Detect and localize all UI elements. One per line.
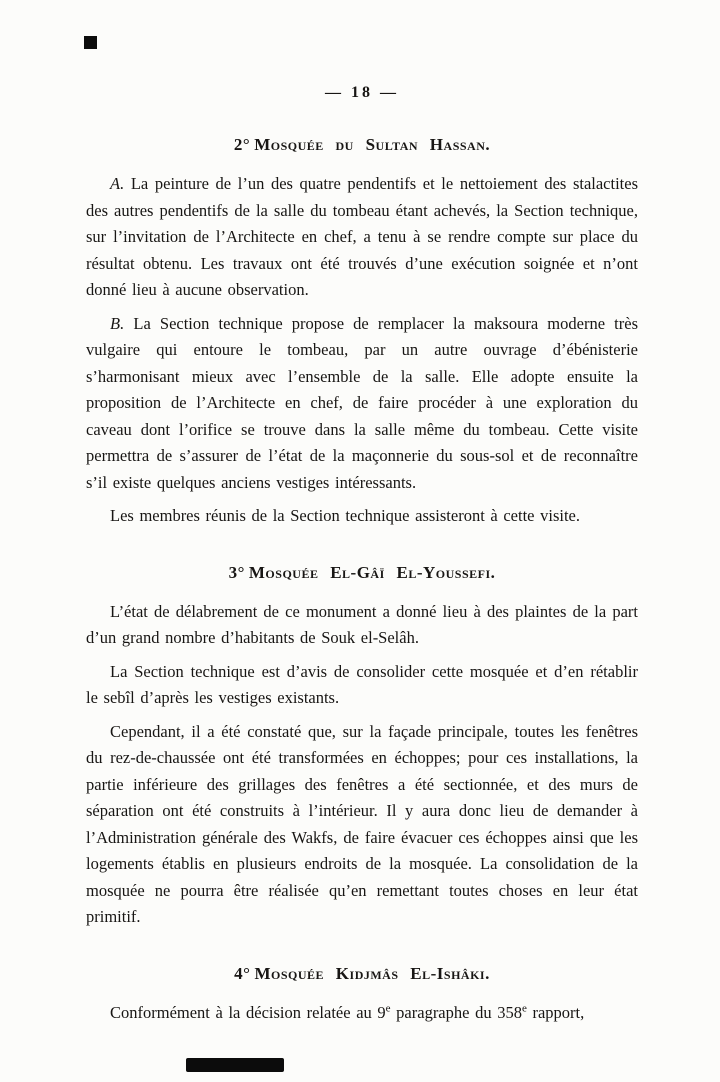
section-title: Mosquée du Sultan Hassan. (254, 135, 491, 154)
section-heading (86, 130, 638, 157)
paragraph-number: 358 (497, 1002, 522, 1022)
section-title: Mosquée El-Gâï El-Youssefi. (248, 562, 496, 582)
section-title: Mosquée Kidjmâs El-Ishâki. (254, 963, 490, 983)
section-heading (86, 558, 638, 585)
paragraph-text: Les membres réunis de la Section technique assisteront à cette visite. (110, 506, 580, 525)
paragraph (86, 311, 638, 497)
paragraph (86, 1000, 638, 1027)
section-heading (86, 959, 638, 986)
paragraph-text: rapport, (526, 1002, 585, 1022)
paragraph-lead: A. (110, 174, 125, 193)
section-number: 4° (234, 963, 251, 983)
page-number: — 18 — (325, 84, 399, 101)
paragraph-number: 9 (377, 1002, 386, 1022)
paragraph-text: La Section technique est d’avis de consolider cette mosquée et d’en rétablir le sebîl d’après les vestiges existants. (86, 661, 638, 707)
scan-artifact-bottom (186, 1058, 284, 1072)
section-number: 3° (228, 562, 245, 582)
section-sultan-hassan (86, 130, 638, 530)
section-number: 2° (233, 135, 251, 154)
paragraph-text: La Section technique propose de remplacer la maksoura moderne très vulgaire qui entoure le tombeau, par un autre ouvrage d’ébénisterie s’harmonisant mieux avec l’ensemble de la salle. Elle adopte ensuite la proposition de l’Architecte en chef, de faire procéder à une exploration du caveau dont l’orifice se trouve dans la salle même du tombeau. Cette visite permettra de s’assurer de l’état de la maçonnerie du sous-sol et de reconnaître s’il existe quelques anciens vestiges intéressants. (86, 313, 638, 492)
section-kidjmas-el-ishaki (86, 959, 638, 1027)
ordinal-superscript: e (385, 1002, 391, 1014)
paragraph (86, 719, 638, 931)
paragraph-text: paragraphe du (390, 1002, 498, 1022)
paragraph-text: Cependant, il a été constaté que, sur la façade principale, toutes les fenêtres du rez-de-chaussée ont été transformées en échoppes; pour ces installations, la partie inférieure des grillages des fenêtres a été sectionnée, et des murs de séparation ont été construits à l’intérieur. Il y aura donc lieu de demander à l’Administration générale des Wakfs, de faire évacuer ces échoppes ainsi que les logements établis en plusieurs endroits de la mosquée. La consolidation de la mosquée ne pourra être réalisée qu’en remettant toutes choses en leur état primitif. (86, 721, 638, 926)
paragraph (86, 503, 638, 530)
scan-artifact-top (84, 36, 97, 49)
paragraph (86, 659, 638, 712)
paragraph-text: L’état de délabrement de ce monument a donné lieu à des plaintes de la part d’un grand nombre d’habitants de Souk el-Selâh. (86, 601, 638, 647)
paragraph-text: Conformément à la décision relatée au (110, 1002, 378, 1022)
paragraph (86, 599, 638, 652)
paragraph-lead: B. (110, 313, 125, 333)
paragraph (86, 171, 638, 304)
section-el-gai-el-youssefi (86, 558, 638, 931)
ordinal-superscript: e (521, 1002, 527, 1014)
document-page (86, 84, 638, 1033)
paragraph-text: La peinture de l’un des quatre pendentifs et le nettoiement des stalactites des autres pendentifs de la salle du tombeau étant achevés, la Section technique, sur l’invitation de l’Architecte en chef, a tenu à se rendre compte sur place du résultat obtenu. Les travaux ont été trouvés d’une exécution soignée et n’ont donné lieu à aucune observation. (86, 174, 639, 299)
